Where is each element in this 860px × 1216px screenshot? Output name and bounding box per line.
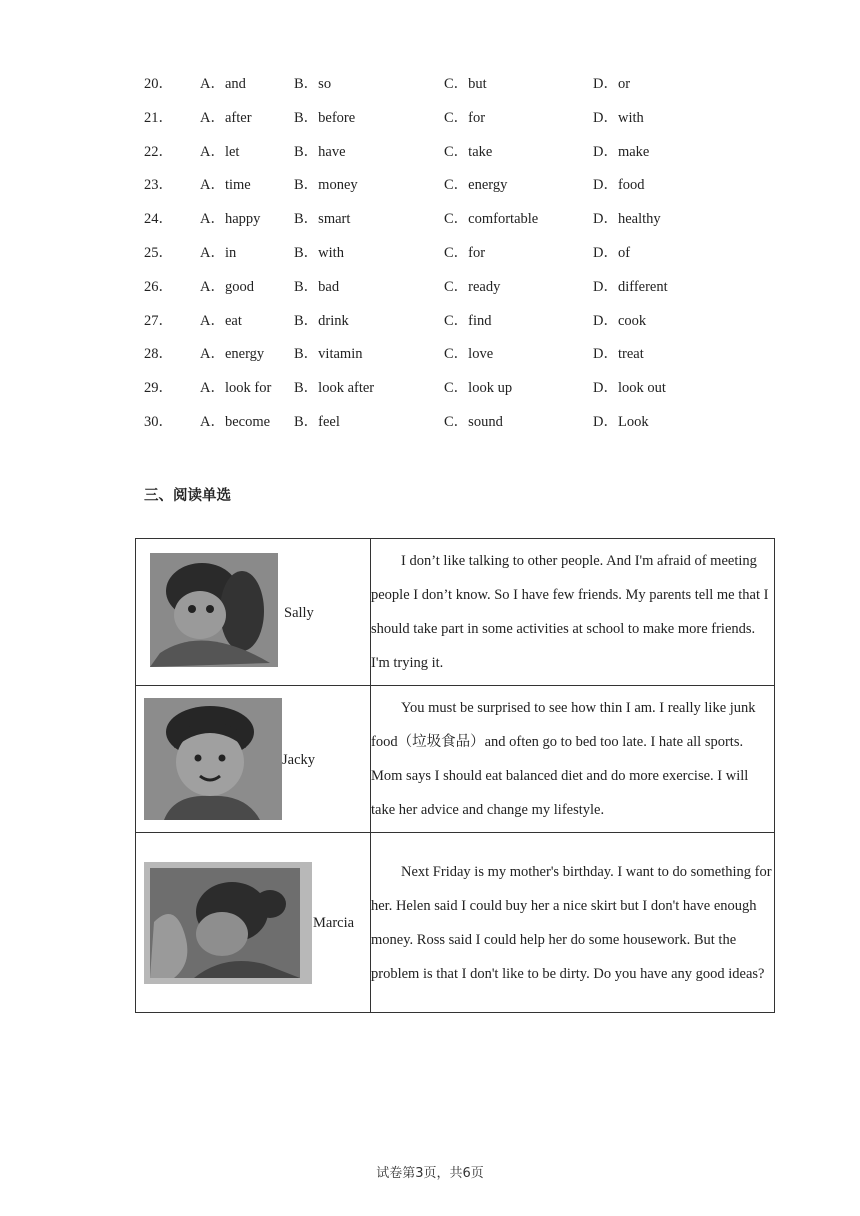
option-d: D．look out xyxy=(593,380,666,397)
option-c: C．take xyxy=(444,143,493,160)
option-a: A．in xyxy=(200,245,237,261)
question-number: 20． xyxy=(144,76,173,92)
person-name: Marcia xyxy=(313,915,355,931)
option-d: D．different xyxy=(593,278,668,295)
option-b: B．before xyxy=(294,109,356,126)
passage-text: I don’t like talking to other people. And I'm afraid of meeting people I don’t know. So I have few friends. My parents tell me that I should take part in some activities at school to make more friends. I'm trying it. xyxy=(371,553,769,671)
question-row xyxy=(144,376,784,400)
option-b: B．drink xyxy=(294,312,349,329)
jacky-photo xyxy=(144,698,282,820)
question-row xyxy=(144,207,784,231)
option-a: A．look for xyxy=(200,380,272,397)
question-row xyxy=(144,173,784,197)
photo-cell xyxy=(136,686,371,833)
question-number: 23． xyxy=(144,177,173,194)
option-c: C．energy xyxy=(444,177,508,194)
option-d: D．treat xyxy=(593,346,644,363)
question-number: 22． xyxy=(144,143,173,160)
option-a: A．time xyxy=(200,177,251,194)
option-b: B．vitamin xyxy=(294,346,363,363)
option-d: D．Look xyxy=(593,414,649,430)
option-c: C．for xyxy=(444,245,486,261)
question-number: 28． xyxy=(144,346,173,363)
option-b: B．so xyxy=(294,76,332,92)
option-b: B．have xyxy=(294,143,346,160)
question-row xyxy=(144,241,784,265)
table-row xyxy=(136,539,775,686)
person-name: Jacky xyxy=(282,752,316,768)
option-d: D．of xyxy=(593,245,631,261)
option-a: A．and xyxy=(200,76,246,92)
option-b: B．feel xyxy=(294,414,340,430)
option-b: B．bad xyxy=(294,278,340,295)
option-c: C．sound xyxy=(444,414,503,430)
option-c: C．love xyxy=(444,346,494,363)
option-b: B．look after xyxy=(294,380,375,397)
passage-text: You must be surprised to see how thin I am. I really like junk food（垃圾食品）and often go to bed too late. I hate all sports. Mom says I should eat balanced diet and do more exercise. I will take her advice and change my lifestyle. xyxy=(371,700,756,818)
option-b: B．with xyxy=(294,245,344,261)
option-d: D．cook xyxy=(593,312,647,329)
question-row xyxy=(144,140,784,164)
option-d: D．with xyxy=(593,109,644,126)
option-a: A．let xyxy=(200,143,240,160)
option-c: C．find xyxy=(444,312,492,329)
sally-photo xyxy=(150,553,278,667)
page-footer: 试卷第3页，共6页 xyxy=(376,1166,484,1181)
option-d: D．or xyxy=(593,76,631,92)
table-row xyxy=(136,833,775,1013)
question-row xyxy=(144,106,784,130)
table-row xyxy=(136,686,775,833)
question-row xyxy=(144,309,784,333)
option-b: B．smart xyxy=(294,211,351,228)
option-d: D．healthy xyxy=(593,211,661,228)
passage-cell xyxy=(371,833,775,1013)
question-row xyxy=(144,410,784,434)
question-number: 30． xyxy=(144,414,173,430)
question-number: 26． xyxy=(144,278,173,295)
question-number: 25． xyxy=(144,245,173,261)
option-a: A．after xyxy=(200,109,252,126)
reading-table xyxy=(135,538,775,1013)
person-name: Sally xyxy=(284,605,314,621)
option-a: A．energy xyxy=(200,346,265,363)
photo-cell xyxy=(136,833,371,1013)
question-number: 24． xyxy=(144,211,173,228)
section-title: 三、阅读单选 xyxy=(144,488,231,504)
option-c: C．for xyxy=(444,109,486,126)
option-a: A．good xyxy=(200,278,254,295)
option-c: C．comfortable xyxy=(444,211,539,228)
option-a: A．become xyxy=(200,414,271,430)
option-b: B．money xyxy=(294,177,358,194)
question-number: 27． xyxy=(144,312,173,329)
option-c: C．ready xyxy=(444,278,501,295)
question-row xyxy=(144,72,784,96)
marcia-photo xyxy=(144,862,312,984)
option-c: C．but xyxy=(444,76,487,92)
question-row xyxy=(144,342,784,366)
photo-cell xyxy=(136,539,371,686)
question-number: 21． xyxy=(144,109,173,126)
option-a: A．eat xyxy=(200,312,242,329)
passage-cell xyxy=(371,539,775,686)
option-a: A．happy xyxy=(200,211,261,228)
option-d: D．make xyxy=(593,143,650,160)
question-row xyxy=(144,275,784,299)
question-number: 29． xyxy=(144,380,173,397)
option-d: D．food xyxy=(593,177,645,194)
passage-cell xyxy=(371,686,775,833)
passage-text: Next Friday is my mother's birthday. I want to do something for her. Helen said I could buy her a nice skirt but I don't have enough money. Ross said I could help her do some housework. But the problem is that I don't like to be dirty. Do you have any good ideas? xyxy=(371,863,772,982)
option-c: C．look up xyxy=(444,380,513,397)
